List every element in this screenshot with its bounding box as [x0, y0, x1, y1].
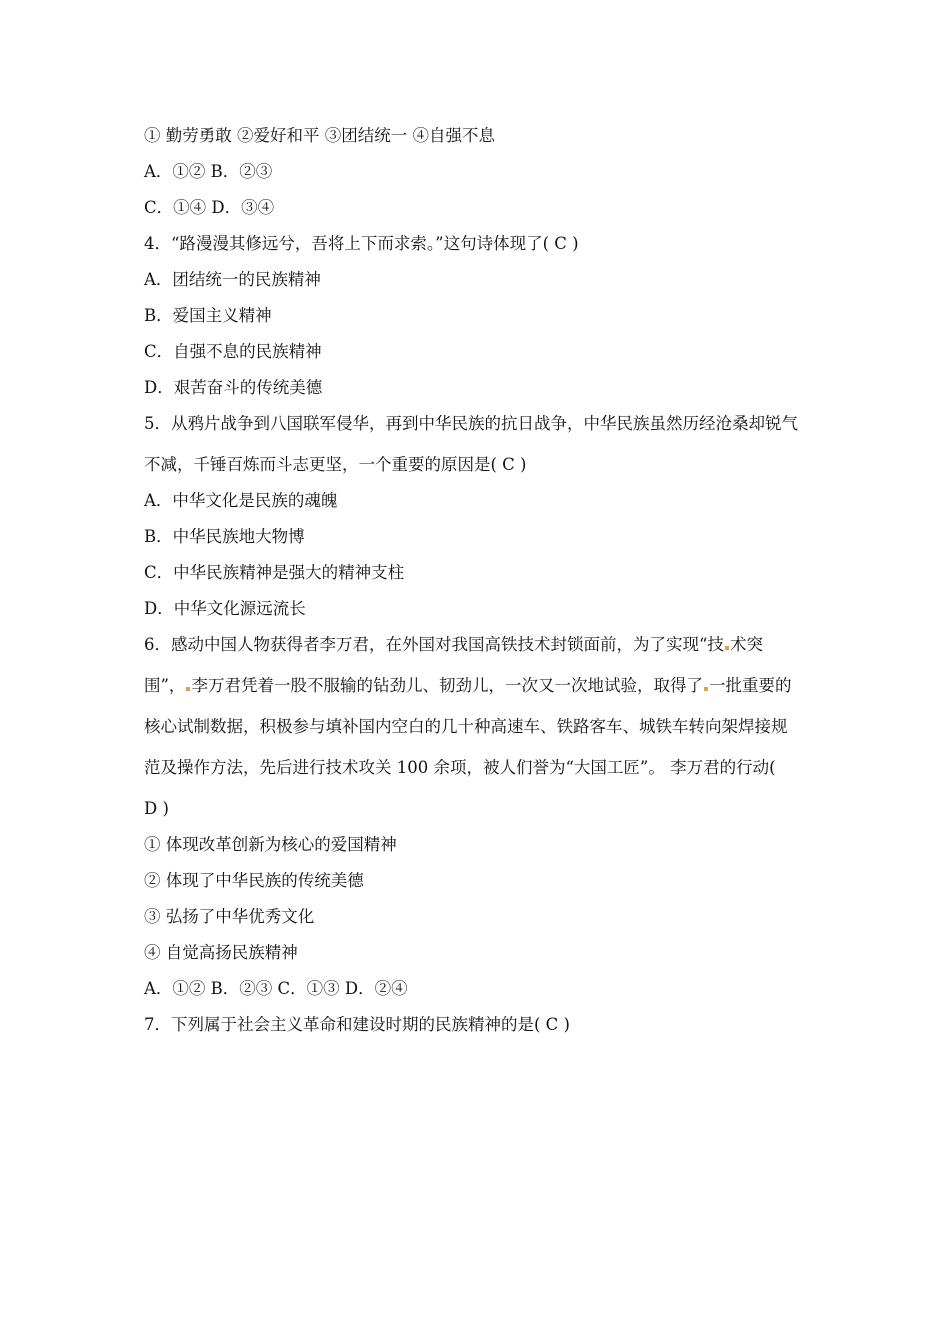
q6-statement-2: ② 体现了中华民族的传统美德 — [144, 871, 364, 890]
q5-stem-line-2: 不减，千锤百炼而斗志更坚，一个重要的原因是( C ) — [144, 455, 527, 474]
q5-stem-line-1: 5．从鸦片战争到八国联军侵华，再到中华民族的抗日战争，中华民族虽然历经沧桑却锐气 — [144, 414, 798, 433]
q3-choices-ab: A．①② B．②③ — [144, 162, 273, 181]
q6-choices: A．①② B．②③ C．①③ D．②④ — [144, 979, 408, 998]
q4-option-a: A．团结统一的民族精神 — [144, 270, 321, 289]
q6-line-1-part-b: 术突 — [729, 635, 763, 654]
mark-dot-icon — [725, 646, 729, 650]
q4-stem: 4．“路漫漫其修远兮，吾将上下而求索。”这句诗体现了( C ) — [144, 234, 579, 253]
q6-line-2-part-c: 一批重要的 — [708, 676, 792, 695]
q5-option-c: C．中华民族精神是强大的精神支柱 — [144, 563, 405, 582]
q6-stem-line-1 — [144, 635, 824, 655]
q6-stem-line-4: 范及操作方法，先后进行技术攻关 100 余项，被人们誉为“大国工匠”。 李万君的行动( — [144, 758, 776, 777]
mark-dot-icon — [704, 687, 708, 691]
q5-option-a: A．中华文化是民族的魂魄 — [144, 491, 338, 510]
q5-option-d: D．中华文化源远流长 — [144, 599, 306, 618]
q6-line-1-part-a: 6．感动中国人物获得者李万君，在外国对我国高铁技术封锁面前，为了实现“技 — [144, 635, 724, 654]
q6-stem-line-2 — [144, 676, 824, 696]
mark-dot-icon — [186, 687, 190, 691]
q6-line-2-part-a: 围”， — [144, 676, 186, 695]
q4-option-c: C．自强不息的民族精神 — [144, 342, 322, 361]
q6-statement-4: ④ 自觉高扬民族精神 — [144, 943, 298, 962]
q6-line-2-part-b: 李万君凭着一股不服输的钻劲儿、韧劲儿，一次又一次地试验，取得了 — [191, 676, 703, 695]
q7-stem: 7．下列属于社会主义革命和建设时期的民族精神的是( C ) — [144, 1015, 570, 1034]
q5-option-b: B．中华民族地大物博 — [144, 527, 305, 546]
q6-stem-line-3: 核心试制数据，积极参与填补国内空白的几十种高速车、铁路客车、城铁车转向架焊接规 — [144, 717, 788, 736]
q6-statement-1: ① 体现改革创新为核心的爱国精神 — [144, 835, 397, 854]
q4-option-d: D．艰苦奋斗的传统美德 — [144, 378, 323, 397]
q4-option-b: B．爱国主义精神 — [144, 306, 272, 325]
q6-statement-3: ③ 弘扬了中华优秀文化 — [144, 907, 315, 926]
q6-answer: D ) — [144, 799, 169, 818]
q3-choices-cd: C．①④ D．③④ — [144, 198, 275, 217]
q3-options-statements: ① 勤劳勇敢 ②爱好和平 ③团结统一 ④自强不息 — [144, 126, 495, 145]
